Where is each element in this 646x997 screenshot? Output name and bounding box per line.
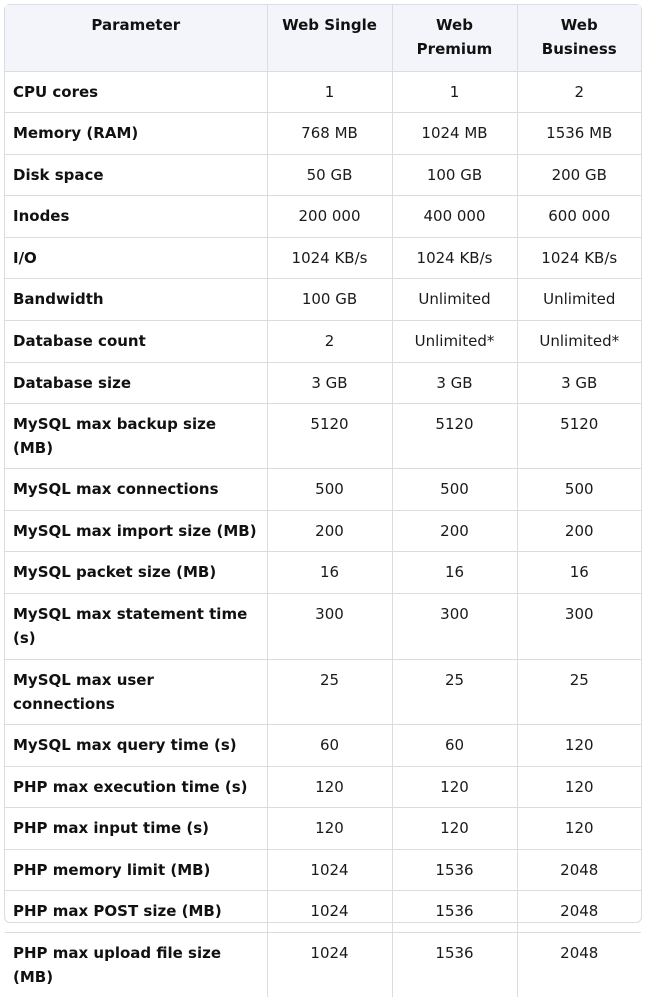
parameter-cell: PHP memory limit (MB) [5,849,267,891]
table-row [5,321,641,363]
value-cell: 1024 [267,891,392,933]
value-cell: 1536 [392,933,517,997]
table-row [5,362,641,404]
value-cell: 25 [392,660,517,725]
value-cell: 120 [392,808,517,850]
value-cell: 768 MB [267,113,392,155]
value-cell: 500 [267,469,392,511]
parameter-cell: MySQL max statement time (s) [5,594,267,660]
value-cell: Unlimited* [392,321,517,363]
header-web-premium: Web Premium [392,5,517,71]
table-row [5,113,641,155]
value-cell: 3 GB [267,362,392,404]
value-cell: 120 [517,766,641,808]
header-row [5,5,641,71]
value-cell: 200 [517,510,641,552]
header-parameter: Parameter [5,5,267,71]
parameter-cell: I/O [5,237,267,279]
value-cell: 300 [267,594,392,660]
value-cell: 120 [517,725,641,767]
value-cell: 1536 [392,849,517,891]
table-row [5,766,641,808]
parameter-cell: MySQL max connections [5,469,267,511]
value-cell: 500 [392,469,517,511]
table-header [5,5,641,71]
value-cell: 1 [267,71,392,113]
table-row [5,933,641,997]
parameter-cell: MySQL max user connections [5,660,267,725]
value-cell: Unlimited* [517,321,641,363]
table-row [5,552,641,594]
parameter-cell: MySQL packet size (MB) [5,552,267,594]
value-cell: 60 [392,725,517,767]
value-cell: 5120 [517,404,641,469]
table-row [5,279,641,321]
value-cell: 500 [517,469,641,511]
value-cell: 200 [267,510,392,552]
value-cell: 1 [392,71,517,113]
parameter-cell: MySQL max query time (s) [5,725,267,767]
value-cell: 2048 [517,933,641,997]
plan-comparison-table [5,5,641,997]
parameter-cell: Memory (RAM) [5,113,267,155]
value-cell: 25 [517,660,641,725]
parameter-cell: MySQL max backup size (MB) [5,404,267,469]
value-cell: 120 [392,766,517,808]
parameter-cell: MySQL max import size (MB) [5,510,267,552]
table-row [5,594,641,660]
value-cell: 25 [267,660,392,725]
value-cell: 60 [267,725,392,767]
parameter-cell: Database size [5,362,267,404]
table-row [5,237,641,279]
value-cell: 2048 [517,849,641,891]
value-cell: Unlimited [392,279,517,321]
value-cell: 1024 MB [392,113,517,155]
value-cell: 1536 MB [517,113,641,155]
value-cell: 200 000 [267,196,392,238]
value-cell: 5120 [267,404,392,469]
value-cell: 16 [517,552,641,594]
value-cell: 2 [267,321,392,363]
header-web-business: Web Business [517,5,641,71]
value-cell: 50 GB [267,154,392,196]
value-cell: 3 GB [517,362,641,404]
table-row [5,154,641,196]
table-row [5,891,641,933]
value-cell: 16 [392,552,517,594]
value-cell: 3 GB [392,362,517,404]
table-row [5,196,641,238]
parameter-cell: Bandwidth [5,279,267,321]
value-cell: 100 GB [267,279,392,321]
value-cell: 1024 KB/s [517,237,641,279]
table-row [5,660,641,725]
parameter-cell: Inodes [5,196,267,238]
value-cell: 2048 [517,891,641,933]
value-cell: 1536 [392,891,517,933]
value-cell: 16 [267,552,392,594]
value-cell: 400 000 [392,196,517,238]
value-cell: 120 [267,766,392,808]
value-cell: 2 [517,71,641,113]
value-cell: 1024 [267,933,392,997]
value-cell: 200 [392,510,517,552]
parameter-cell: Disk space [5,154,267,196]
table-row [5,808,641,850]
value-cell: 1024 KB/s [267,237,392,279]
table-row [5,404,641,469]
value-cell: Unlimited [517,279,641,321]
value-cell: 5120 [392,404,517,469]
parameter-cell: PHP max input time (s) [5,808,267,850]
value-cell: 120 [267,808,392,850]
parameter-cell: Database count [5,321,267,363]
parameter-cell: PHP max POST size (MB) [5,891,267,933]
parameter-cell: CPU cores [5,71,267,113]
table-row [5,71,641,113]
value-cell: 600 000 [517,196,641,238]
table-row [5,849,641,891]
header-web-single: Web Single [267,5,392,71]
parameter-cell: PHP max execution time (s) [5,766,267,808]
table-body [5,71,641,997]
value-cell: 200 GB [517,154,641,196]
parameter-cell: PHP max upload file size (MB) [5,933,267,997]
value-cell: 1024 KB/s [392,237,517,279]
table-row [5,510,641,552]
table-row [5,725,641,767]
value-cell: 1024 [267,849,392,891]
table-row [5,469,641,511]
value-cell: 100 GB [392,154,517,196]
plan-comparison-table-container [4,4,642,923]
value-cell: 300 [517,594,641,660]
value-cell: 120 [517,808,641,850]
value-cell: 300 [392,594,517,660]
